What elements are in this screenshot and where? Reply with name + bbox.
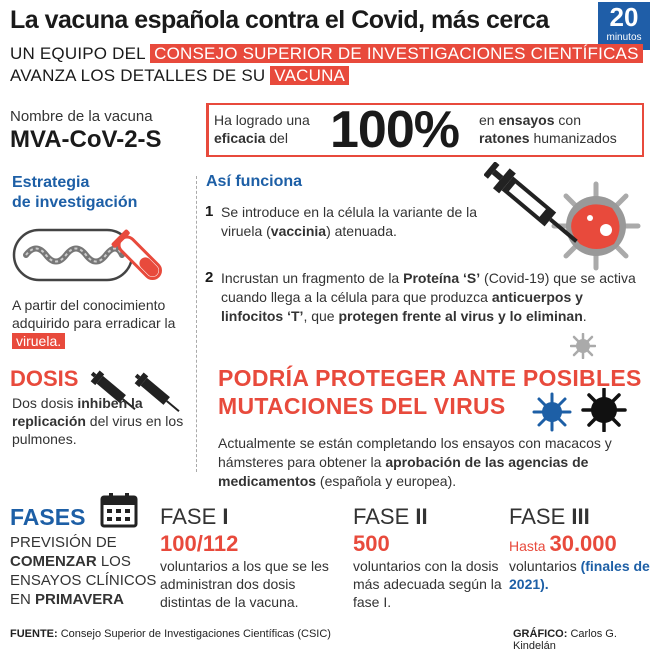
step-1-number: 1 <box>205 203 214 220</box>
fases-text-2: COMENZAR <box>10 553 97 570</box>
mutated-virus-icons <box>528 388 648 432</box>
vaccine-name: MVA-CoV-2-S <box>10 126 162 153</box>
efficacy-con: con <box>554 112 581 128</box>
efficacy-del: del <box>265 130 288 146</box>
phase-2-title <box>353 504 428 530</box>
mutations-text-a: Actualmente se están completando los ensayos con macacos y hámsteres para obtener la <box>218 435 612 470</box>
subtitle-2-highlight: VACUNA <box>270 66 349 85</box>
subtitle-2-text: AVANZA LOS DETALLES DE SU <box>10 66 271 85</box>
virus-test-tube-icon <box>12 222 182 288</box>
fases-text-1: PREVISIÓN DE <box>10 534 117 551</box>
step-2-c: (Covid-19) que se activa cuando llega a la célula para que produzca <box>221 270 636 305</box>
phase-1-value: 100/112 <box>160 531 239 556</box>
source-credit <box>10 628 331 640</box>
strategy-title-1: Estrategia <box>12 174 90 191</box>
dosis-text-3: del virus en los pulmones. <box>12 413 184 447</box>
dosis-text <box>12 394 192 448</box>
graphic-text: Carlos G. Kindelán <box>513 628 617 649</box>
mutations-text-b: aprobación de las agencias de medicamentos <box>218 454 589 489</box>
logo-number: 20 <box>609 2 639 32</box>
phase-2-value: 500 <box>353 531 390 556</box>
phase-1-number: I <box>222 504 229 529</box>
efficacy-right-2 <box>479 130 617 146</box>
fases-text-3: LOS ENSAYOS CLÍNICOS EN <box>10 553 157 608</box>
efficacy-right-1 <box>479 112 581 128</box>
phase-3-label: FASE <box>509 504 572 529</box>
syringe-virus-icon <box>484 162 644 274</box>
strategy-text-main: A partir del conocimiento adquirido para erradicar la <box>12 297 176 331</box>
dosis-text-2: inhiben la replicación <box>12 395 143 429</box>
dosis-text-1: Dos dosis <box>12 395 78 411</box>
vaccine-name-label: Nombre de la vacuna <box>10 108 153 125</box>
step-2-text <box>221 269 641 326</box>
phase-3-desc-b: (finales de 2021). <box>509 558 650 592</box>
step-2-d: anticuerpos y linfocitos ‘T’ <box>221 289 583 324</box>
how-it-works-title: Así funciona <box>206 173 303 190</box>
subtitle-1-highlight: CONSEJO SUPERIOR DE INVESTIGACIONES CIENTÍFICAS <box>150 44 643 63</box>
step-2-a: Incrustan un fragmento de la <box>221 270 404 286</box>
virus-icon <box>570 333 596 359</box>
strategy-title-2: de investigación <box>12 194 138 211</box>
fases-text <box>10 533 160 609</box>
mutations-title-2: MUTACIONES DEL VIRUS <box>218 393 506 419</box>
page-title: La vacuna española contra el Covid, más cerca <box>10 6 549 34</box>
efficacy-word: eficacia <box>214 130 266 146</box>
phase-3-title <box>509 504 590 530</box>
step-1-a: Se introduce en la célula la variante de la viruela ( <box>221 204 478 239</box>
step-1-c: ) atenuada. <box>326 223 397 239</box>
step-2-number: 2 <box>205 269 214 286</box>
phase-3-pre: Hasta <box>509 538 550 554</box>
column-divider <box>196 176 197 472</box>
efficacy-left-2 <box>214 130 288 146</box>
logo-text: minutos <box>606 32 642 43</box>
subtitle-1-text: UN EQUIPO DEL <box>10 44 151 63</box>
efficacy-value: 100% <box>330 101 459 159</box>
efficacy-en: en <box>479 112 499 128</box>
calendar-icon <box>100 492 138 528</box>
phase-2-label: FASE <box>353 504 416 529</box>
phase-1-title <box>160 504 228 530</box>
step-2-g: . <box>582 308 587 324</box>
efficacy-humanizados: humanizados <box>529 130 617 146</box>
step-1-text <box>221 203 501 241</box>
mutations-text-c: (española y europea). <box>316 473 457 489</box>
phase-2-description: voluntarios con la dosis más adecuada según la fase I. <box>353 558 502 610</box>
step-2-f: protegen frente al virus y lo eliminan <box>338 308 583 324</box>
phase-2-number: II <box>415 504 428 529</box>
step-2-e: , que <box>303 308 339 324</box>
phase-3-number: III <box>571 504 590 529</box>
fases-text-4: PRIMAVERA <box>35 591 124 608</box>
dosis-title: DOSIS <box>10 366 79 391</box>
subtitle-line-1 <box>10 44 643 64</box>
mutations-title-1: PODRÍA PROTEGER ANTE POSIBLES <box>218 365 642 391</box>
phase-3-value-line <box>509 531 617 557</box>
strategy-highlight: viruela. <box>12 333 65 349</box>
brand-logo[interactable] <box>598 2 650 50</box>
mutations-text <box>218 434 648 491</box>
phase-3-description <box>509 557 654 593</box>
subtitle-line-2 <box>10 66 349 86</box>
source-label: FUENTE: <box>10 628 58 640</box>
phase-3-value: 30.000 <box>549 531 617 556</box>
phase-1-description: voluntarios a los que se les administran dos dosis distintas de la vacuna. <box>160 558 329 610</box>
step-1-b: vaccinia <box>270 223 327 239</box>
efficacy-ensayos: ensayos <box>498 112 555 128</box>
fases-title: FASES <box>10 504 86 530</box>
source-text: Consejo Superior de Investigaciones Científicas (CSIC) <box>57 628 331 640</box>
phase-3-desc-a: voluntarios <box>509 558 581 574</box>
strategy-text <box>12 296 192 350</box>
efficacy-ratones: ratones <box>479 130 530 146</box>
graphic-label: GRÁFICO: <box>513 628 568 640</box>
step-2-b: Proteína ‘S’ <box>403 270 481 286</box>
efficacy-left-1: Ha logrado una <box>214 112 310 128</box>
graphic-credit <box>513 628 656 649</box>
phase-1-label: FASE <box>160 504 223 529</box>
